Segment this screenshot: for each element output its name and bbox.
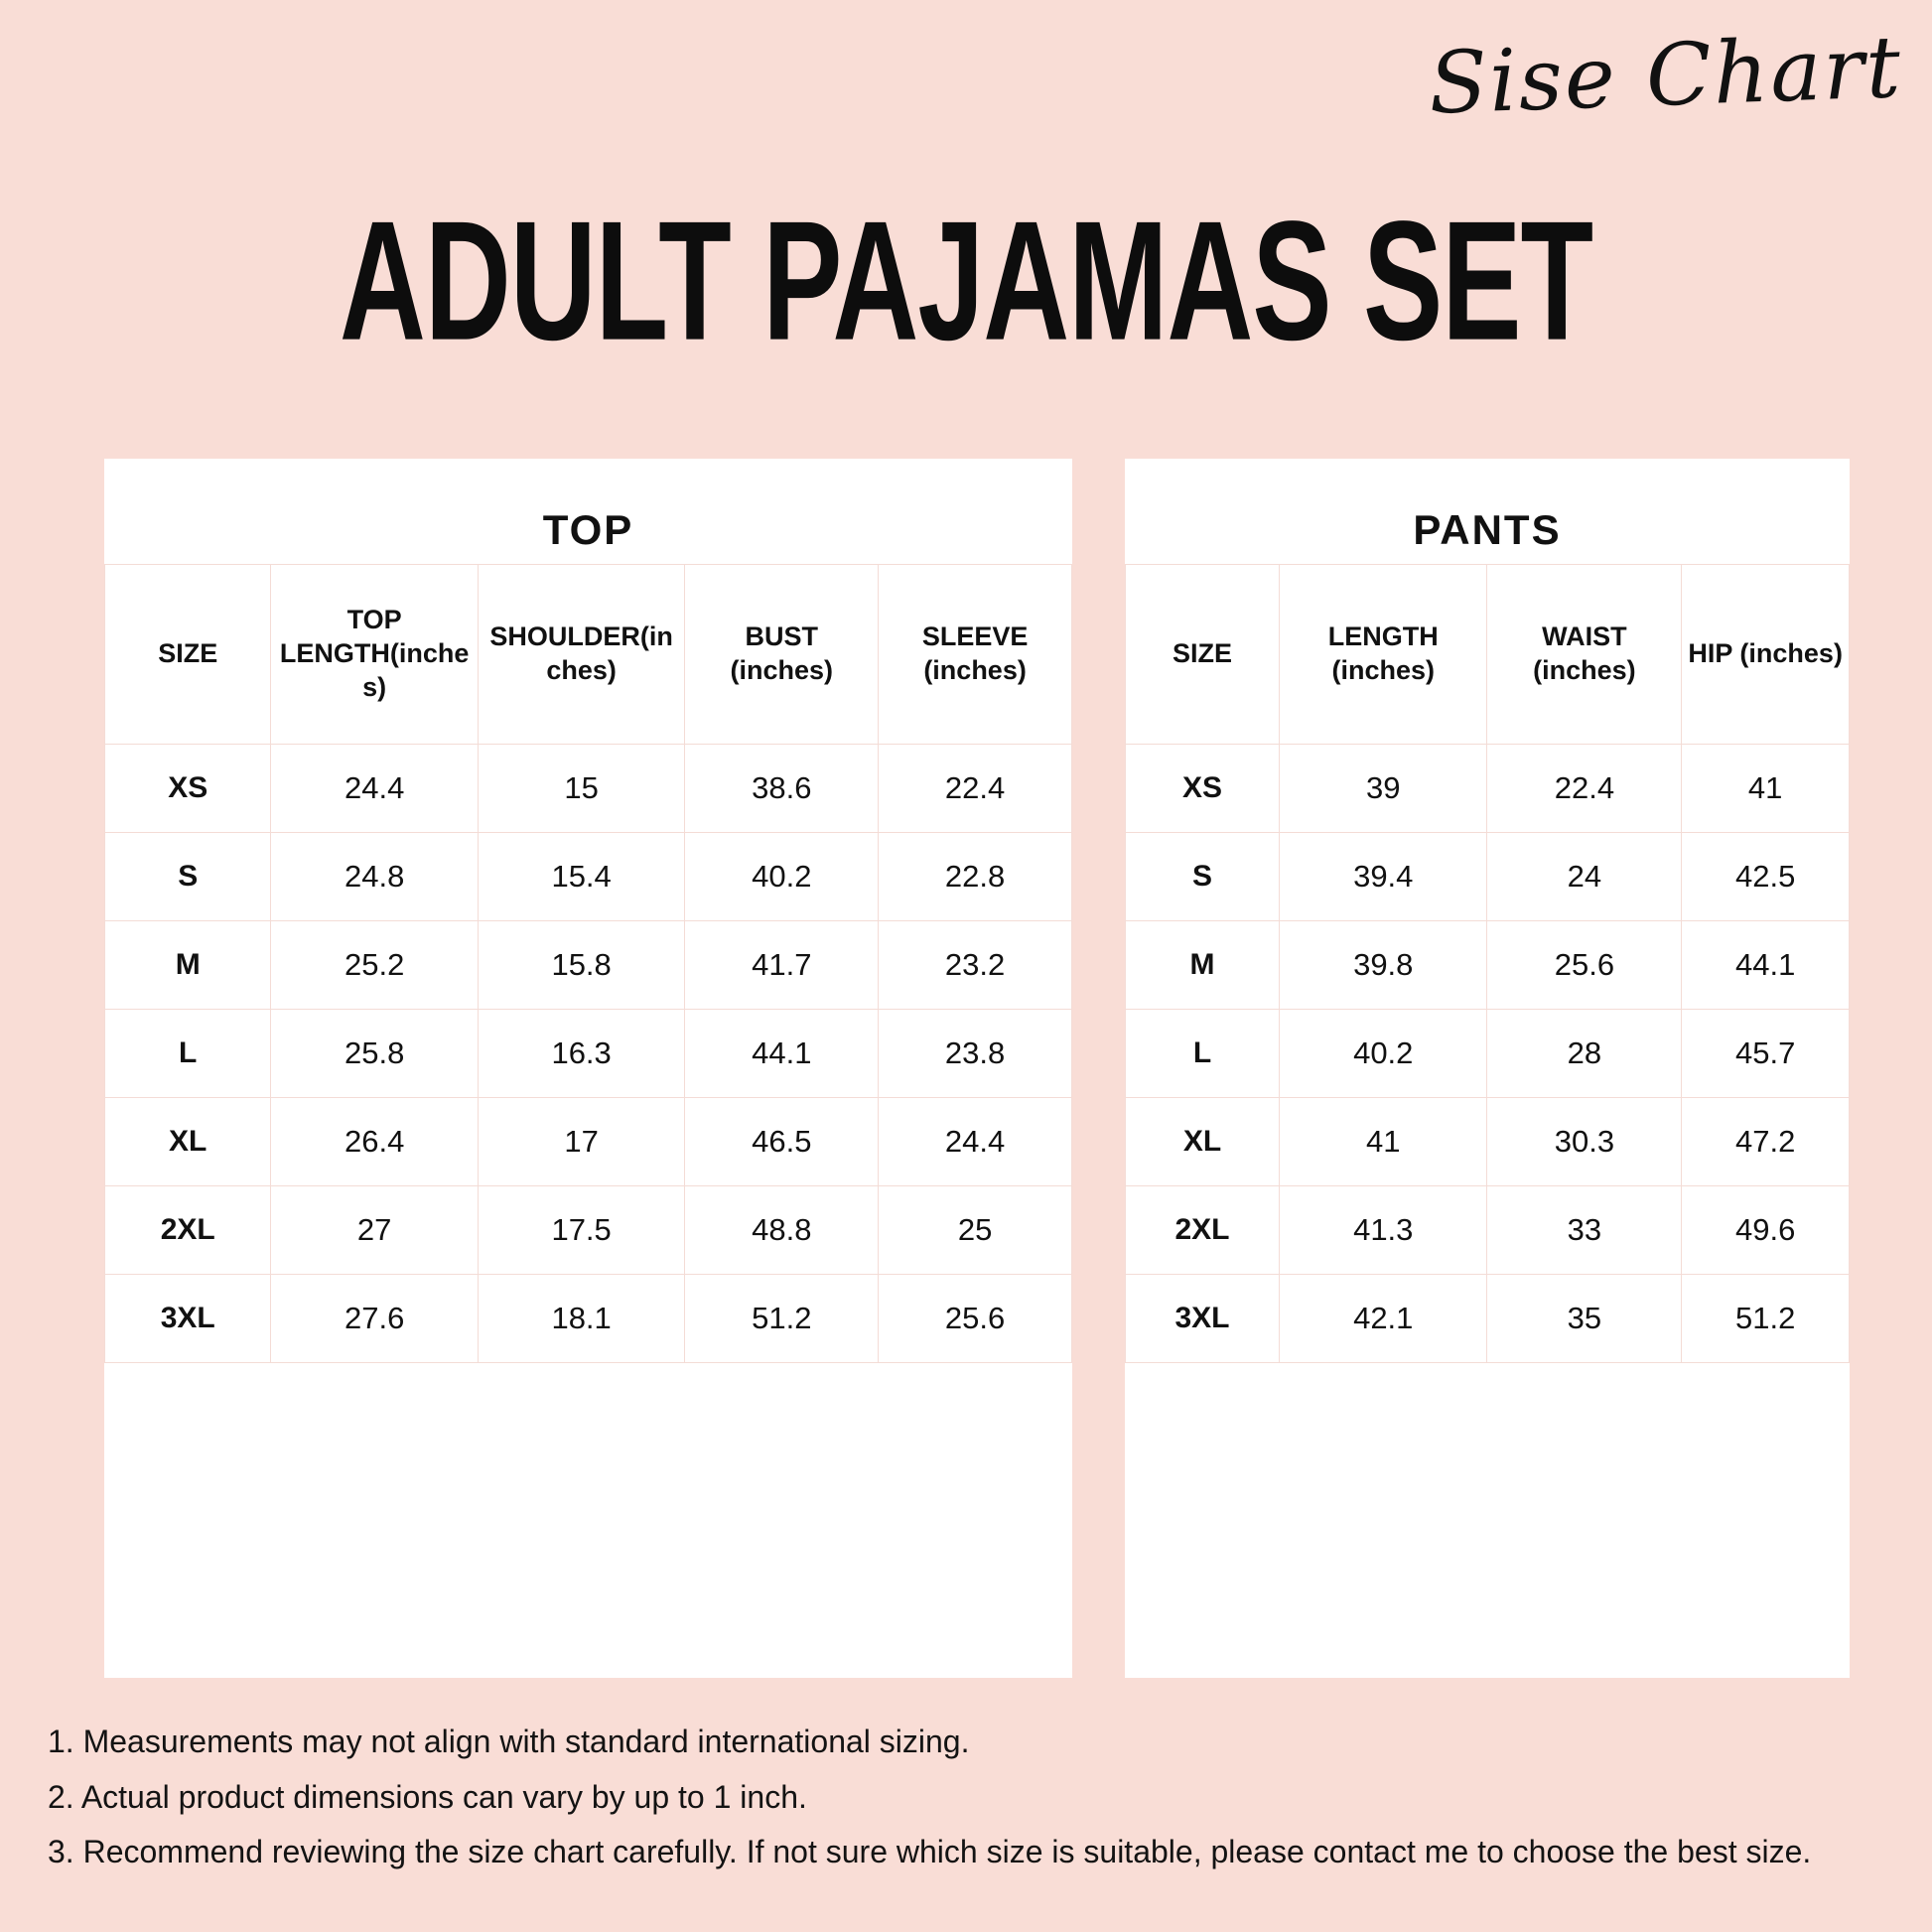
cell-length: 39 (1280, 745, 1487, 833)
cell-length: 41.3 (1280, 1186, 1487, 1275)
column-header-top-length: TOP LENGTH(inches) (271, 565, 478, 745)
column-header-bust: BUST (inches) (685, 565, 879, 745)
table-row (105, 1098, 1072, 1186)
cell-sleeve: 25.6 (879, 1275, 1072, 1363)
cell-shoulder: 15 (478, 745, 684, 833)
cell-bust: 38.6 (685, 745, 879, 833)
table-header-row (1126, 565, 1850, 745)
cell-sleeve: 22.4 (879, 745, 1072, 833)
cell-top-length: 25.8 (271, 1010, 478, 1098)
cell-size: XL (105, 1098, 271, 1186)
cell-top-length: 27.6 (271, 1275, 478, 1363)
table-header-row (105, 565, 1072, 745)
cell-top-length: 24.8 (271, 833, 478, 921)
pants-table-caption: PANTS (1413, 506, 1562, 553)
cell-size: S (105, 833, 271, 921)
cell-shoulder: 15.4 (478, 833, 684, 921)
cell-sleeve: 22.8 (879, 833, 1072, 921)
cell-hip: 51.2 (1682, 1275, 1850, 1363)
cell-size: S (1126, 833, 1280, 921)
cell-hip: 44.1 (1682, 921, 1850, 1010)
cell-top-length: 26.4 (271, 1098, 478, 1186)
top-table-head (105, 565, 1072, 745)
cell-bust: 41.7 (685, 921, 879, 1010)
cell-shoulder: 15.8 (478, 921, 684, 1010)
pants-size-table-card (1125, 459, 1850, 1678)
cell-hip: 41 (1682, 745, 1850, 833)
column-header-size: SIZE (1126, 565, 1280, 745)
cell-length: 41 (1280, 1098, 1487, 1186)
table-row (1126, 1098, 1850, 1186)
cell-size: XL (1126, 1098, 1280, 1186)
cell-waist: 22.4 (1487, 745, 1682, 833)
cell-waist: 30.3 (1487, 1098, 1682, 1186)
cell-bust: 48.8 (685, 1186, 879, 1275)
cell-top-length: 25.2 (271, 921, 478, 1010)
top-table-body (105, 745, 1072, 1363)
cell-shoulder: 17 (478, 1098, 684, 1186)
cell-sleeve: 23.2 (879, 921, 1072, 1010)
cell-waist: 24 (1487, 833, 1682, 921)
cell-bust: 46.5 (685, 1098, 879, 1186)
table-row (105, 1010, 1072, 1098)
table-row (1126, 1010, 1850, 1098)
column-header-length: LENGTH (inches) (1280, 565, 1487, 745)
table-row (105, 745, 1072, 833)
table-row (105, 921, 1072, 1010)
cell-top-length: 24.4 (271, 745, 478, 833)
cell-size: 2XL (1126, 1186, 1280, 1275)
column-header-waist: WAIST (inches) (1487, 565, 1682, 745)
cell-size: 3XL (1126, 1275, 1280, 1363)
script-subtitle: Sise Chart (1427, 18, 1904, 134)
cell-waist: 28 (1487, 1010, 1682, 1098)
cell-hip: 42.5 (1682, 833, 1850, 921)
cell-top-length: 27 (271, 1186, 478, 1275)
note-line-3: 3. Recommend reviewing the size chart carefully. If not sure which size is suitable, please contact me to choose the best size. (48, 1834, 1812, 1870)
cell-shoulder: 16.3 (478, 1010, 684, 1098)
cell-size: M (1126, 921, 1280, 1010)
pants-table-body (1126, 745, 1850, 1363)
cell-sleeve: 24.4 (879, 1098, 1072, 1186)
table-row (1126, 1186, 1850, 1275)
table-row (1126, 921, 1850, 1010)
top-size-table (104, 564, 1072, 1363)
column-header-shoulder: SHOULDER(inches) (478, 565, 684, 745)
cell-shoulder: 17.5 (478, 1186, 684, 1275)
table-row (1126, 745, 1850, 833)
cell-waist: 25.6 (1487, 921, 1682, 1010)
top-table-caption: TOP (542, 506, 634, 553)
table-row (1126, 1275, 1850, 1363)
cell-size: 2XL (105, 1186, 271, 1275)
cell-size: M (105, 921, 271, 1010)
note-line-2: 2. Actual product dimensions can vary by up to 1 inch. (48, 1778, 807, 1815)
cell-shoulder: 18.1 (478, 1275, 684, 1363)
pants-size-table (1125, 564, 1850, 1363)
notes-section (48, 1718, 1884, 1883)
cell-bust: 44.1 (685, 1010, 879, 1098)
table-row (105, 833, 1072, 921)
cell-sleeve: 23.8 (879, 1010, 1072, 1098)
column-header-hip: HIP (inches) (1682, 565, 1850, 745)
column-header-sleeve: SLEEVE (inches) (879, 565, 1072, 745)
cell-waist: 33 (1487, 1186, 1682, 1275)
cell-length: 39.4 (1280, 833, 1487, 921)
cell-hip: 47.2 (1682, 1098, 1850, 1186)
cell-waist: 35 (1487, 1275, 1682, 1363)
pants-table-head (1126, 565, 1850, 745)
table-row (105, 1275, 1072, 1363)
cell-length: 39.8 (1280, 921, 1487, 1010)
cell-bust: 40.2 (685, 833, 879, 921)
cell-size: XS (105, 745, 271, 833)
cell-size: XS (1126, 745, 1280, 833)
table-row (105, 1186, 1072, 1275)
top-size-table-card (104, 459, 1072, 1678)
cell-hip: 45.7 (1682, 1010, 1850, 1098)
cell-length: 40.2 (1280, 1010, 1487, 1098)
page-title: ADULT PAJAMAS SET (339, 186, 1593, 377)
note-line-1: 1. Measurements may not align with standard international sizing. (48, 1724, 970, 1759)
cell-length: 42.1 (1280, 1275, 1487, 1363)
table-row (1126, 833, 1850, 921)
cell-sleeve: 25 (879, 1186, 1072, 1275)
cell-hip: 49.6 (1682, 1186, 1850, 1275)
cell-size: L (105, 1010, 271, 1098)
cell-size: L (1126, 1010, 1280, 1098)
column-header-size: SIZE (105, 565, 271, 745)
cell-size: 3XL (105, 1275, 271, 1363)
cell-bust: 51.2 (685, 1275, 879, 1363)
